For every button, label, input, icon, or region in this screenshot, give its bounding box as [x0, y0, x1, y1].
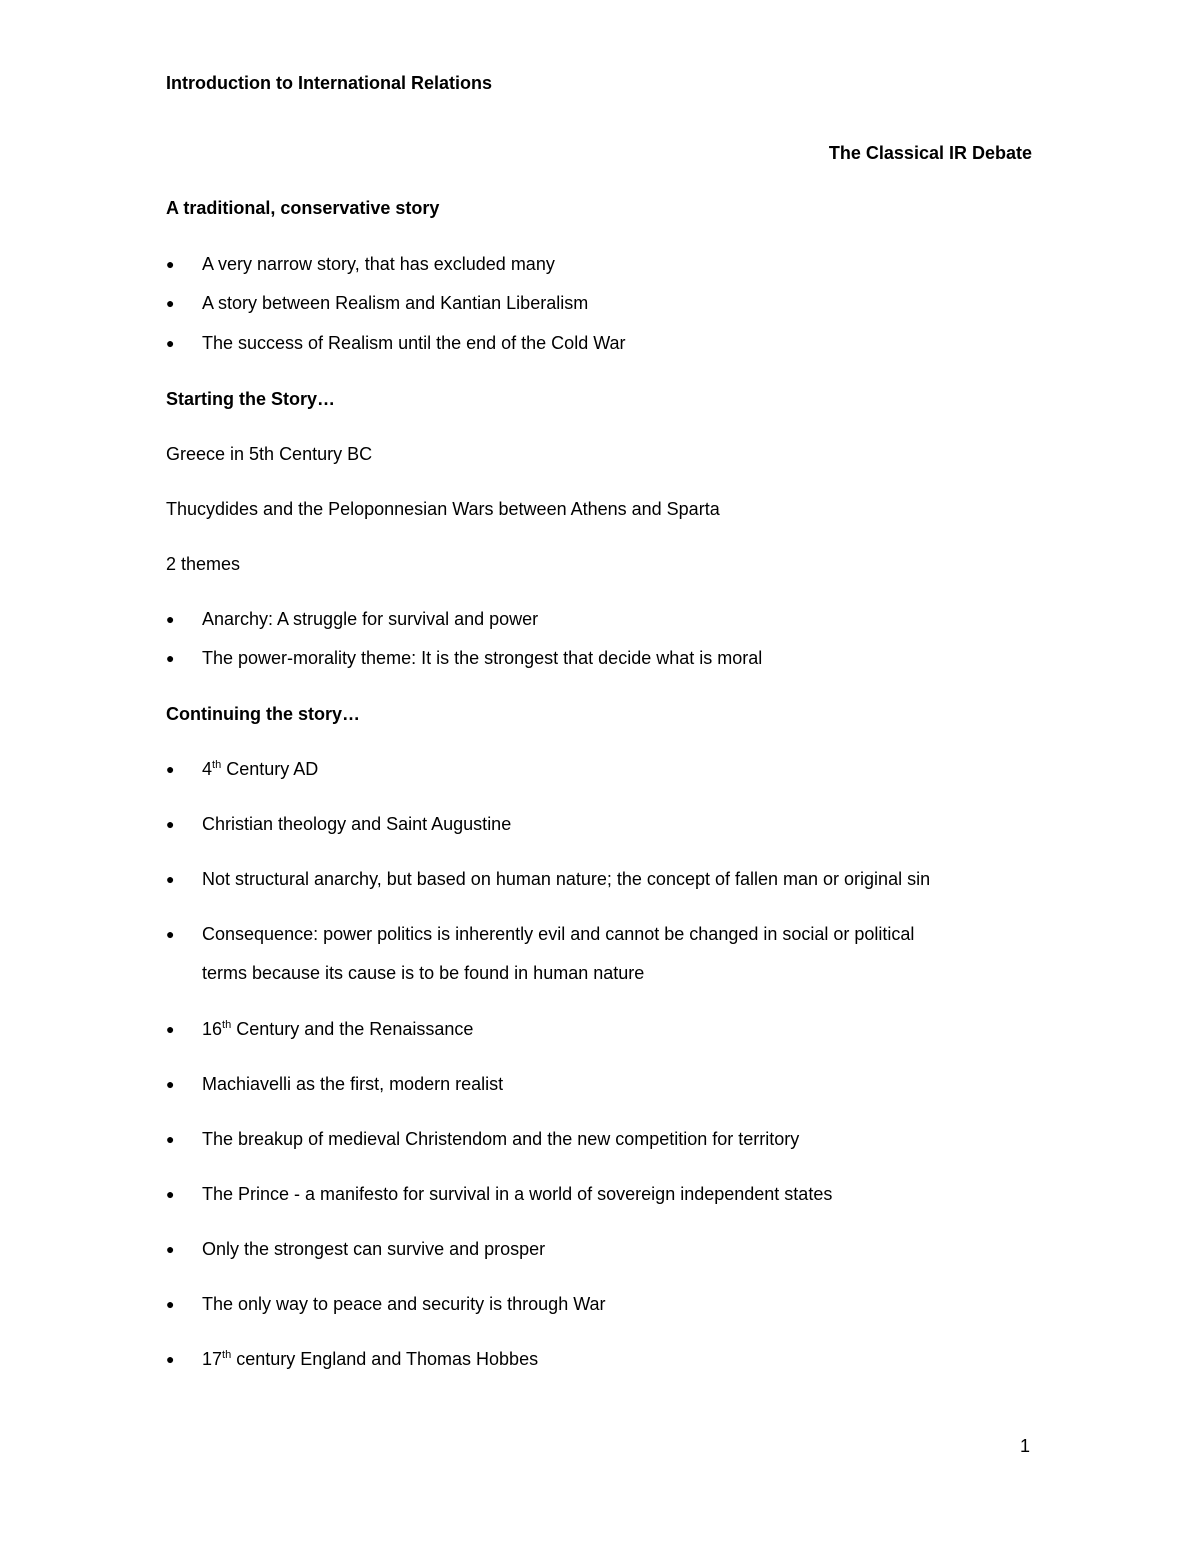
list-item [202, 758, 318, 780]
list-item: Machiavelli as the first, modern realist [202, 1074, 504, 1094]
ordinal-suffix: th [222, 1019, 232, 1031]
list-item-text: Century AD [221, 759, 319, 779]
ordinal-suffix: th [212, 759, 222, 771]
bullet-dot-icon: ● [166, 871, 175, 887]
century-number: 17 [202, 1349, 223, 1369]
list-item: The only way to peace and security is through War [202, 1294, 606, 1314]
section-heading-traditional: A traditional, conservative story [166, 198, 440, 218]
bullet-dot-icon: ● [166, 1241, 175, 1257]
list-item: The success of Realism until the end of the Cold War [202, 333, 626, 353]
bullet-dot-icon: ● [166, 256, 175, 272]
list-item: A story between Realism and Kantian Liberalism [202, 293, 589, 313]
section-heading-continuing: Continuing the story… [166, 704, 360, 724]
bullet-dot-icon: ● [166, 816, 175, 832]
bullet-dot-icon: ● [166, 295, 175, 311]
bullet-dot-icon: ● [166, 1076, 175, 1092]
list-item: Anarchy: A struggle for survival and power [202, 609, 539, 629]
bullet-dot-icon: ● [166, 611, 175, 627]
list-item [202, 1348, 538, 1370]
bullet-dot-icon: ● [166, 1021, 175, 1037]
list-item: The Prince - a manifesto for survival in a world of sovereign independent states [202, 1184, 833, 1204]
document-subtitle: The Classical IR Debate [828, 143, 1032, 163]
bullet-dot-icon: ● [166, 1186, 175, 1202]
bullet-dot-icon: ● [166, 335, 175, 351]
paragraph-themes: 2 themes [166, 554, 241, 574]
list-item: A very narrow story, that has excluded many [202, 254, 555, 274]
list-item: The breakup of medieval Christendom and the new competition for territory [202, 1129, 800, 1149]
list-item-continuation: terms because its cause is to be found in human nature [202, 963, 645, 983]
document-title: Introduction to International Relations [166, 73, 492, 93]
bullet-dot-icon: ● [166, 1296, 175, 1312]
bullet-dot-icon: ● [166, 761, 175, 777]
list-item: Not structural anarchy, but based on human nature; the concept of fallen man or original sin [202, 869, 931, 889]
bullet-dot-icon: ● [166, 1351, 175, 1367]
list-item-text: Century and the Renaissance [231, 1019, 474, 1039]
ordinal-suffix: th [222, 1349, 232, 1361]
list-item: Christian theology and Saint Augustine [202, 814, 512, 834]
list-item-text: century England and Thomas Hobbes [231, 1349, 539, 1369]
page-number: 1 [1019, 1436, 1030, 1456]
bullet-dot-icon: ● [166, 650, 175, 666]
paragraph-thucydides: Thucydides and the Peloponnesian Wars between Athens and Sparta [166, 499, 720, 519]
list-item: Only the strongest can survive and prosper [202, 1239, 546, 1259]
century-number: 4 [202, 759, 213, 779]
paragraph-greece: Greece in 5th Century BC [166, 444, 373, 464]
century-number: 16 [202, 1019, 223, 1039]
list-item: The power-morality theme: It is the strongest that decide what is moral [202, 648, 763, 668]
list-item [202, 1018, 473, 1040]
section-heading-starting: Starting the Story… [166, 389, 336, 409]
bullet-dot-icon: ● [166, 1131, 175, 1147]
bullet-dot-icon: ● [166, 926, 175, 942]
list-item: Consequence: power politics is inherently evil and cannot be changed in social or political [202, 924, 915, 944]
